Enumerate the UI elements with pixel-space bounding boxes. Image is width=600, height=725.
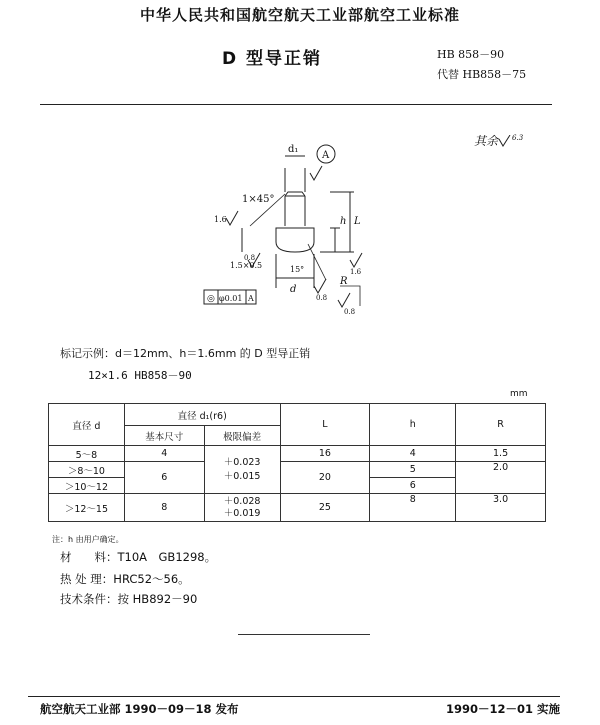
marking-example: 标记示例：d＝12mm、h＝1.6mm 的 D 型导正销 xyxy=(60,347,311,360)
heat-treatment-line: 热 处 理：HRC52～56。 xyxy=(60,572,190,586)
document-title: D 型导正销 xyxy=(222,49,323,69)
label-1-6: 1.6 xyxy=(214,215,227,224)
label-15deg: 15° xyxy=(290,265,305,274)
table-row: ＞10～12 6 xyxy=(49,478,546,494)
header-R: R xyxy=(456,404,546,446)
label-R: R xyxy=(340,276,348,287)
label-L: L xyxy=(354,216,361,227)
roughness-symbol-icon xyxy=(498,135,512,147)
end-rule xyxy=(238,634,370,635)
label-A: A xyxy=(322,150,330,161)
header-d1: 直径 d₁(r6) xyxy=(124,404,280,426)
standard-number: HB 858－90 xyxy=(437,48,505,61)
header-rule xyxy=(40,104,552,105)
tolerance-value: φ0.01 xyxy=(219,294,243,303)
table-note: 注：h 由用户确定。 xyxy=(52,535,124,544)
publish-date: 航空航天工业部 1990－09－18 发布 xyxy=(40,702,239,716)
label-0-8: 0.8 xyxy=(244,254,256,262)
technical-condition-line: 技术条件：按 HB892－90 xyxy=(60,592,198,606)
table-row: ＞8～10 6 20 5 2.0 xyxy=(49,462,546,478)
pin-drawing xyxy=(190,128,390,328)
implement-date: 1990－12－01 实施 xyxy=(446,702,561,716)
label-d: d xyxy=(290,284,297,295)
tolerance-datum: A xyxy=(248,294,254,303)
label-d1: d₁ xyxy=(288,144,299,155)
shank-chamfer xyxy=(285,192,305,196)
rest-roughness xyxy=(474,132,523,149)
roughness-mark-2 xyxy=(226,211,238,225)
material-line: 材 料：T10A GB1298。 xyxy=(60,550,217,564)
unit-label: mm xyxy=(510,389,528,399)
roughness-mark-4 xyxy=(314,279,326,293)
roughness-mark-1 xyxy=(310,166,322,180)
label-chamfer: 1×45° xyxy=(242,194,275,205)
roughness-mark-6 xyxy=(338,293,350,307)
table-row: ＞12～15 8 ＋0.028 ＋0.019 25 8 3.0 xyxy=(49,494,546,522)
label-1-5x0-5: 1.5×0.5 xyxy=(230,261,263,270)
rest-roughness-value: 6.3 xyxy=(512,134,524,142)
dimension-table xyxy=(48,403,546,522)
roughness-mark-5 xyxy=(350,253,362,267)
footer-rule xyxy=(28,696,560,697)
header-d: 直径 d xyxy=(49,404,125,446)
table-row: 5～8 4 ＋0.023 ＋0.015 16 4 1.5 xyxy=(49,446,546,462)
label-0-8c: 0.8 xyxy=(316,294,328,302)
rest-roughness-label: 其余 xyxy=(474,134,499,148)
label-1-6b: 1.6 xyxy=(350,268,362,276)
header-h: h xyxy=(370,404,456,446)
replaces-standard: 代替 HB858－75 xyxy=(437,68,527,81)
header-basic: 基本尺寸 xyxy=(124,426,204,446)
marking-code: 12×1.6 HB858－90 xyxy=(88,369,192,382)
label-h: h xyxy=(340,216,347,227)
label-0-8b: 0.8 xyxy=(344,308,356,316)
shank-outline xyxy=(285,196,305,226)
head-outline xyxy=(276,228,314,252)
organization-header: 中华人民共和国航空航天工业部航空工业标准 xyxy=(139,6,460,24)
header-deviation: 极限偏差 xyxy=(204,426,280,446)
header-L: L xyxy=(280,404,370,446)
coaxiality-icon: ◎ xyxy=(207,294,215,304)
